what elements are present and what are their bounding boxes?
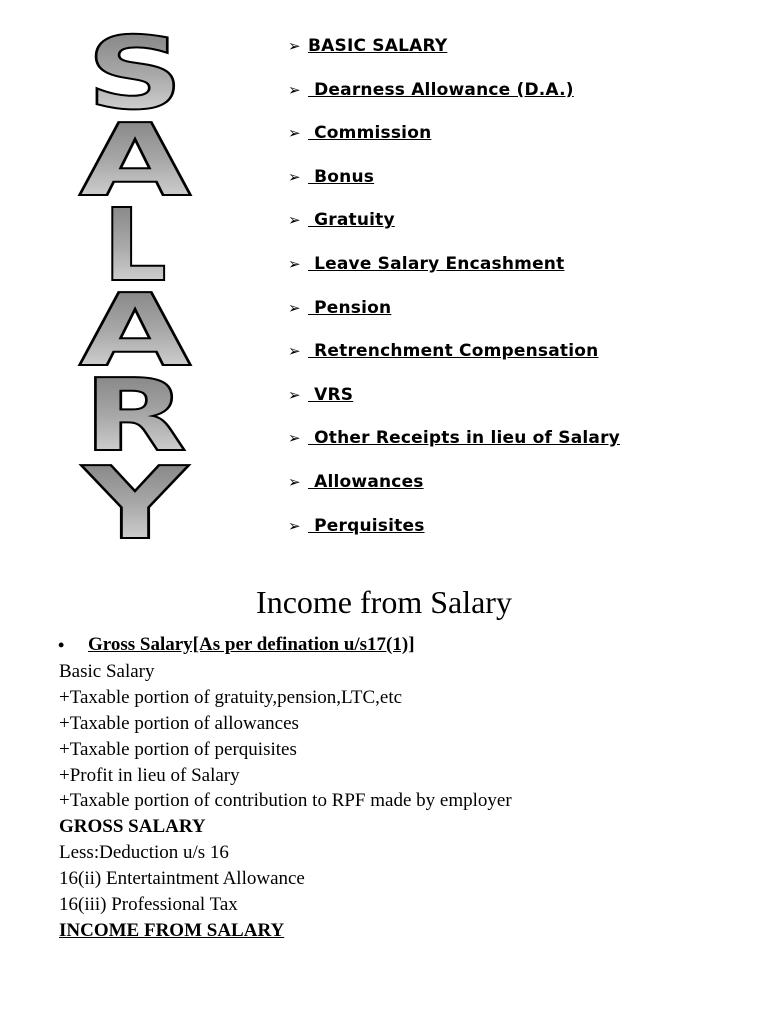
component-label: Commission — [308, 123, 432, 144]
component-item — [288, 427, 758, 471]
wordart-letter: A — [78, 272, 192, 390]
component-label: Gratuity — [308, 210, 395, 231]
arrow-bullet-icon: ➢ — [288, 472, 301, 491]
component-label: Retrenchment Compensation — [308, 341, 599, 362]
wordart-letter: S — [86, 30, 184, 133]
component-item — [288, 340, 758, 384]
component-label: Leave Salary Encashment — [308, 253, 565, 274]
wordart-letter: L — [103, 187, 167, 304]
computation-line: INCOME FROM SALARY — [59, 919, 285, 941]
component-label: Other Receipts in lieu of Salary — [308, 428, 620, 449]
component-label: Bonus — [308, 166, 375, 187]
wordart-letter: R — [83, 358, 187, 475]
computation-line: +Taxable portion of allowances — [59, 712, 299, 734]
wordart-letter: Y — [82, 445, 188, 550]
component-label: Dearness Allowance (D.A.) — [308, 79, 574, 100]
gross-salary-heading — [58, 634, 415, 656]
section-title: Income from Salary — [256, 584, 512, 620]
computation-line: GROSS SALARY — [59, 816, 206, 838]
arrow-bullet-icon: ➢ — [288, 37, 301, 55]
component-item — [288, 35, 758, 79]
computation-line: 16(iii) Professional Tax — [59, 894, 238, 916]
component-label: Pension — [308, 297, 392, 318]
arrow-bullet-icon: ➢ — [288, 254, 301, 273]
arrow-bullet-icon: ➢ — [288, 211, 301, 230]
computation-line: +Taxable portion of contribution to RPF made by employer — [59, 790, 512, 812]
component-item — [288, 253, 758, 297]
component-item — [288, 384, 758, 428]
arrow-bullet-icon: ➢ — [288, 167, 301, 186]
arrow-bullet-icon: ➢ — [288, 385, 301, 404]
bullet-icon: • — [58, 634, 65, 655]
computation-line: +Taxable portion of perquisites — [59, 738, 297, 760]
component-item — [288, 122, 758, 166]
component-item — [288, 209, 758, 253]
arrow-bullet-icon: ➢ — [288, 429, 301, 448]
arrow-bullet-icon: ➢ — [288, 80, 301, 99]
component-label: VRS — [308, 384, 354, 405]
component-label: BASIC SALARY — [308, 36, 448, 56]
computation-line: 16(ii) Entertaintment Allowance — [59, 868, 305, 890]
gross-salary-heading-text: Gross Salary[As per defination u/s17(1)] — [88, 634, 415, 655]
computation-line: Basic Salary — [59, 661, 155, 682]
arrow-bullet-icon: ➢ — [288, 342, 301, 361]
component-label: Perquisites — [308, 515, 425, 536]
salary-wordart — [50, 30, 220, 550]
component-item — [288, 166, 758, 210]
component-label: Allowances — [308, 471, 424, 492]
arrow-bullet-icon: ➢ — [288, 516, 301, 535]
salary-computation-lines — [59, 659, 512, 944]
computation-line: +Taxable portion of gratuity,pension,LTC,etc — [59, 686, 403, 708]
arrow-bullet-icon: ➢ — [288, 298, 301, 317]
computation-line: +Profit in lieu of Salary — [59, 764, 240, 786]
computation-line: Less:Deduction u/s 16 — [59, 842, 229, 864]
arrow-bullet-icon: ➢ — [288, 124, 301, 143]
salary-components-list — [288, 35, 758, 558]
component-item — [288, 515, 758, 559]
component-item — [288, 297, 758, 341]
component-item — [288, 79, 758, 123]
component-item — [288, 471, 758, 515]
wordart-letter: A — [78, 102, 192, 220]
